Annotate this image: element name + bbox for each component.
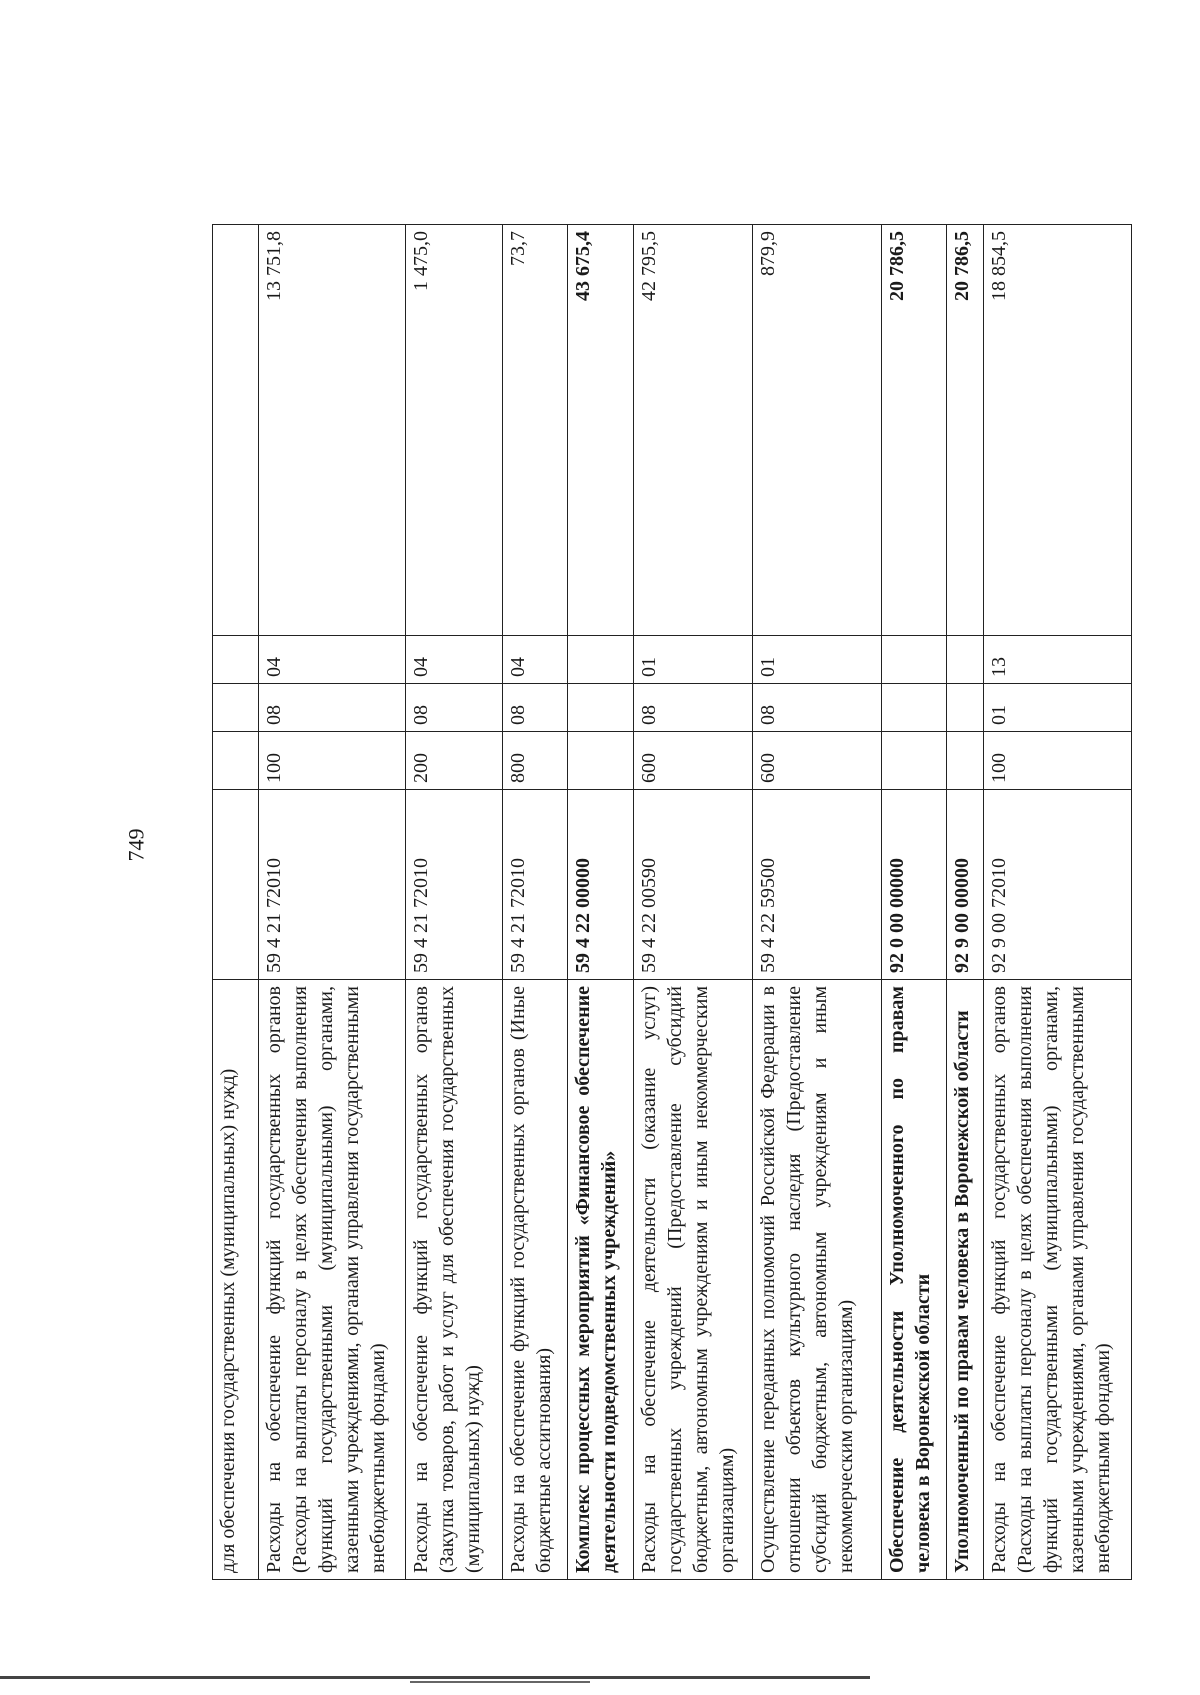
target-code: 59 4 22 00000 <box>568 790 634 980</box>
amount: 13 751,8 <box>258 225 406 636</box>
amount: 20 786,5 <box>881 225 947 636</box>
subsection: 13 <box>984 636 1132 684</box>
expense-type <box>568 732 634 790</box>
amount: 73,7 <box>502 225 568 636</box>
expense-type: 100 <box>258 732 406 790</box>
subsection: 01 <box>752 636 881 684</box>
table-row <box>984 225 1132 1580</box>
subsection <box>947 636 984 684</box>
row-name: Расходы на обеспечение деятельности (оказание услуг) государственных учреждений (Предоставление субсидий бюджетным, автономным учреждениям и иным некоммерческим организациям) <box>633 980 752 1580</box>
table-row <box>258 225 406 1580</box>
table-row <box>502 225 568 1580</box>
table-row <box>406 225 502 1580</box>
section: 08 <box>502 684 568 732</box>
amount: 1 475,0 <box>406 225 502 636</box>
subsection: 01 <box>633 636 752 684</box>
scan-edge-line-secondary <box>410 1681 590 1683</box>
subsection <box>213 636 259 684</box>
target-code <box>213 790 259 980</box>
subsection <box>881 636 947 684</box>
section <box>947 684 984 732</box>
expense-type: 200 <box>406 732 502 790</box>
expense-type <box>881 732 947 790</box>
budget-table-body <box>213 225 1132 1580</box>
amount: 20 786,5 <box>947 225 984 636</box>
table-row <box>568 225 634 1580</box>
subsection <box>568 636 634 684</box>
target-code: 59 4 22 59500 <box>752 790 881 980</box>
table-row <box>881 225 947 1580</box>
row-name: Уполномоченный по правам человека в Воронежской области <box>947 980 984 1580</box>
section: 01 <box>984 684 1132 732</box>
target-code: 59 4 22 00590 <box>633 790 752 980</box>
target-code: 92 9 00 72010 <box>984 790 1132 980</box>
expense-type: 100 <box>984 732 1132 790</box>
row-name: Расходы на обеспечение функций государственных органов (Закупка товаров, работ и услуг для обеспечения государственных (муниципальных) нужд) <box>406 980 502 1580</box>
row-name: Осуществление переданных полномочий Российской Федерации в отношении объектов культурного наследия (Предоставление субсидий бюджетным, автономным учреждениям и иным некоммерческим организациям) <box>752 980 881 1580</box>
section: 08 <box>406 684 502 732</box>
row-name: Расходы на обеспечение функций государственных органов (Расходы на выплаты персоналу в целях обеспечения выполнения функций государственными (муниципальными) органами, казенными учреждениями, органами управления государственными внебюджетными фондами) <box>984 980 1132 1580</box>
subsection: 04 <box>502 636 568 684</box>
row-name: Комплекс процессных мероприятий «Финансовое обеспечение деятельности подведомственных учреждений» <box>568 980 634 1580</box>
budget-table-rotated <box>212 225 1132 1580</box>
table-row <box>752 225 881 1580</box>
amount: 43 675,4 <box>568 225 634 636</box>
section <box>881 684 947 732</box>
section <box>568 684 634 732</box>
target-code: 59 4 21 72010 <box>502 790 568 980</box>
scan-edge-line <box>0 1676 870 1679</box>
amount: 18 854,5 <box>984 225 1132 636</box>
expense-type: 800 <box>502 732 568 790</box>
row-name: Расходы на обеспечение функций государственных органов (Расходы на выплаты персоналу в целях обеспечения выполнения функций государственными (муниципальными) органами, казенными учреждениями, органами управления государственными внебюджетными фондами) <box>258 980 406 1580</box>
subsection: 04 <box>406 636 502 684</box>
expense-type: 600 <box>752 732 881 790</box>
row-name: Обеспечение деятельности Уполномоченного по правам человека в Воронежской области <box>881 980 947 1580</box>
target-code: 59 4 21 72010 <box>406 790 502 980</box>
table-row <box>947 225 984 1580</box>
expense-type <box>947 732 984 790</box>
section: 08 <box>633 684 752 732</box>
budget-table <box>212 224 1132 1580</box>
section <box>213 684 259 732</box>
row-name: для обеспечения государственных (муниципальных) нужд) <box>213 980 259 1580</box>
expense-type: 600 <box>633 732 752 790</box>
expense-type <box>213 732 259 790</box>
target-code: 59 4 21 72010 <box>258 790 406 980</box>
target-code: 92 9 00 00000 <box>947 790 984 980</box>
section: 08 <box>258 684 406 732</box>
row-name: Расходы на обеспечение функций государственных органов (Иные бюджетные ассигнования) <box>502 980 568 1580</box>
amount: 879,9 <box>752 225 881 636</box>
table-row <box>213 225 259 1580</box>
amount: 42 795,5 <box>633 225 752 636</box>
table-row <box>633 225 752 1580</box>
subsection: 04 <box>258 636 406 684</box>
target-code: 92 0 00 00000 <box>881 790 947 980</box>
page-number: 749 <box>123 828 149 862</box>
section: 08 <box>752 684 881 732</box>
amount <box>213 225 259 636</box>
